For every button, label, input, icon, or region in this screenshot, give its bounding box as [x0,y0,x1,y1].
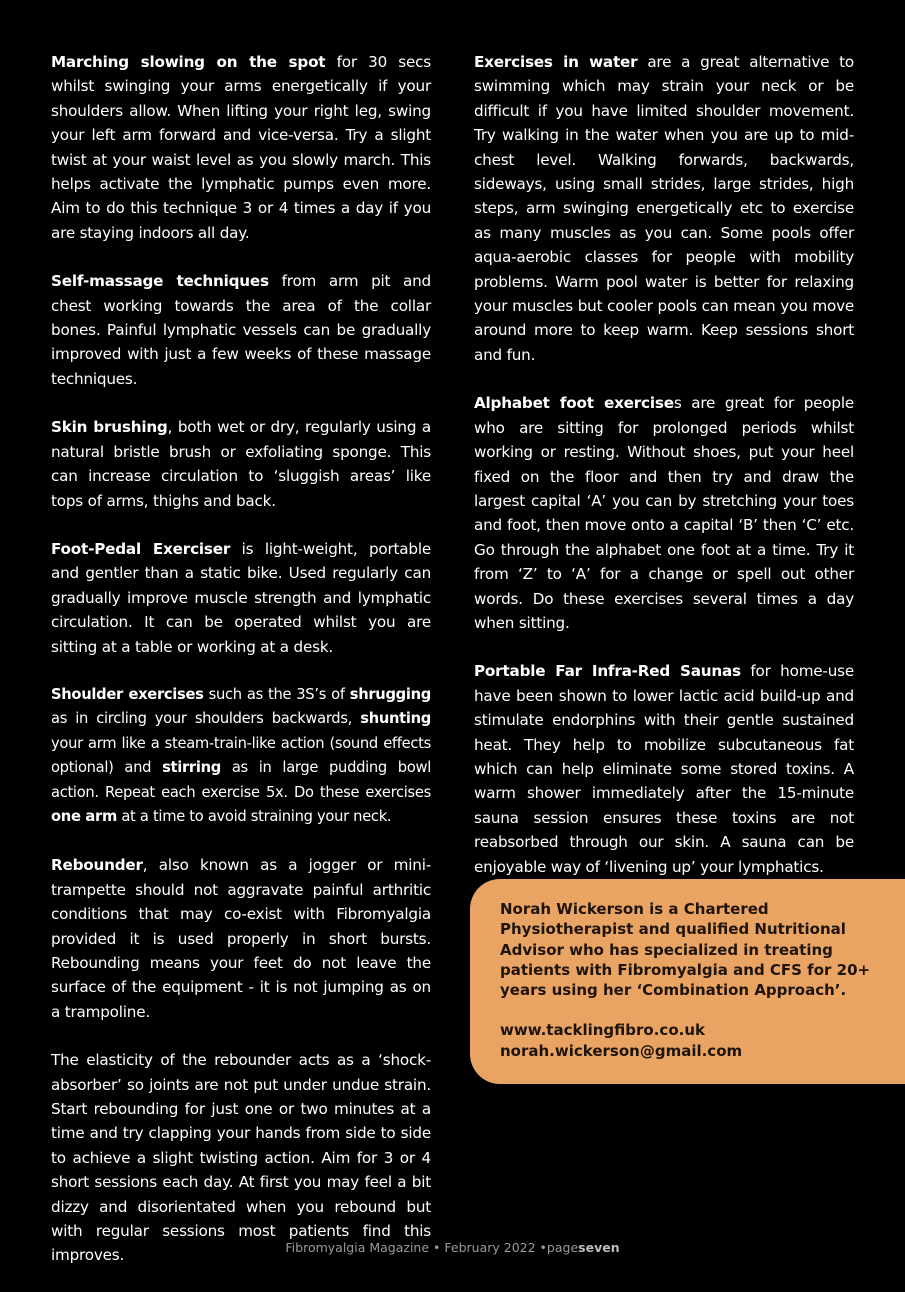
paragraph-skin-brushing: Skin brushing, both wet or dry, regularly using a natural bristle brush or exfoliating sponge. This can increase circulation to ‘sluggish areas’ like tops of arms, thighs and back. [51,418,431,510]
heading-self-massage: Self-massage techniques [51,272,269,291]
author-bio-text: Norah Wickerson is a Chartered Physiotherapist and qualified Nutritional Advisor who has specialized in treating patients with Fibromyalgia and CFS for 20+ years using her ‘Combination Approach’. [500,900,871,1000]
footer-issue: February 2022 [444,1240,536,1255]
heading-shoulder-exercises: Shoulder exercises [51,685,204,703]
footer-page-number: seven [578,1240,620,1255]
heading-infra-red-saunas: Portable Far Infra-Red Saunas [474,662,741,681]
paragraph-infra-red-saunas: Portable Far Infra-Red Saunas for home-use have been shown to lower lactic acid build-up and stimulate endorphins with their gentle sustained heat. They help to mobilize subcutaneous fat which can help eliminate some stored toxins. A warm shower immediately after the 15-minute sauna session ensures these toxins are not reabsorbed through our skin. A sauna can be enjoyable way of ‘livening up’ your lymphatics. [474,662,854,876]
heading-foot-pedal: Foot-Pedal Exerciser [51,539,231,558]
footer-bullet-2: • [539,1240,547,1255]
paragraph-shoulder-exercises: Shoulder exercises such as the 3S’s of shrugging as in circling your shoulders backwards, shunting your arm like a steam-train-like action (sound effects optional) and stirring as in large pudding bowl action. Repeat each exercise 5x. Do these exercises one arm at a time to avoid straining your neck. [51,685,432,825]
heading-exercises-in-water: Exercises in water [474,53,638,71]
paragraph-alphabet-foot: Alphabet foot exercises are great for people who are sitting for prolonged periods whilst working or resting. Without shoes, put your heel fixed on the floor and then try and draw the largest capital ‘A’ you can by stretching your toes and foot, then move onto a capital ‘B’ then ‘C’ etc. Go through the alphabet one foot at a time. Try it from ‘Z’ to ‘A’ for a change or spell out other words. Do these exercises several times a day when sitting. [474,394,854,632]
heading-marching: Marching slowing on the spot [51,53,326,71]
paragraph-rebounder-elasticity: The elasticity of the rebounder acts as a ‘shock-absorber’ so joints are not put under undue strain. Start rebounding for just one or two minutes at a time and try clapping your hands from side to side to achieve a slight twisting action. Aim for 3 or 4 short sessions each day. At first you may feel a bit dizzy and disorientated when you rebound but with regular sessions most patients find this improves. [51,1051,431,1265]
author-website-link[interactable]: www.tacklingfibro.co.uk [500,1021,705,1040]
heading-skin-brushing: Skin brushing [51,418,168,437]
footer-page-prefix: page [546,1240,579,1255]
paragraph-rebounder: Rebounder, also known as a jogger or mini-trampette should not aggravate painful arthritic conditions that may co-exist with Fibromyalgia provided it is used properly in short bursts. Rebounding means your feet do not leave the surface of the equipment - it is not jumping as on a trampoline. [51,856,431,1021]
paragraph-self-massage: Self-massage techniques from arm pit and chest working towards the area of the collar bones. Painful lymphatic vessels can be gradually improved with just a few weeks of these massage techniques. [51,272,431,388]
page-footer [0,1240,905,1255]
heading-rebounder: Rebounder [51,856,143,875]
paragraph-marching: Marching slowing on the spot for 30 secs whilst swinging your arms energetically if your shoulders allow. When lifting your right leg, swing your left arm forward and vice-versa. Try a slight twist at your waist level as you slowly march. This helps activate the lymphatic pumps even more. Aim to do this technique 3 or 4 times a day if you are staying indoors all day. [51,53,431,242]
author-email-link[interactable]: norah.wickerson@gmail.com [500,1041,743,1060]
heading-alphabet-foot: Alphabet foot exercise [474,394,674,413]
left-column [51,50,431,1292]
footer-publication: Fibromyalgia Magazine [285,1240,430,1255]
paragraph-exercises-in-water: Exercises in water are a great alternative to swimming which may strain your neck or be difficult if you have limited shoulder movement. Try walking in the water when you are up to mid-chest level. Walking forwards, backwards, sideways, using small strides, large strides, high steps, arm swinging energetically etc to exercise as many muscles as you can. Some pools offer aqua-aerobic classes for people with mobility problems. Warm pool water is better for relaxing your muscles but cooler pools can mean you move around more to keep warm. Keep sessions short and fun. [474,53,855,364]
footer-bullet: • [433,1240,441,1255]
right-column [474,50,854,903]
paragraph-foot-pedal: Foot-Pedal Exerciser is light-weight, portable and gentler than a static bike. Used regularly can gradually improve muscle strength and lymphatic circulation. It can be operated whilst you are sitting at a table or working at a desk. [51,539,431,656]
author-bio-box [470,879,905,1084]
